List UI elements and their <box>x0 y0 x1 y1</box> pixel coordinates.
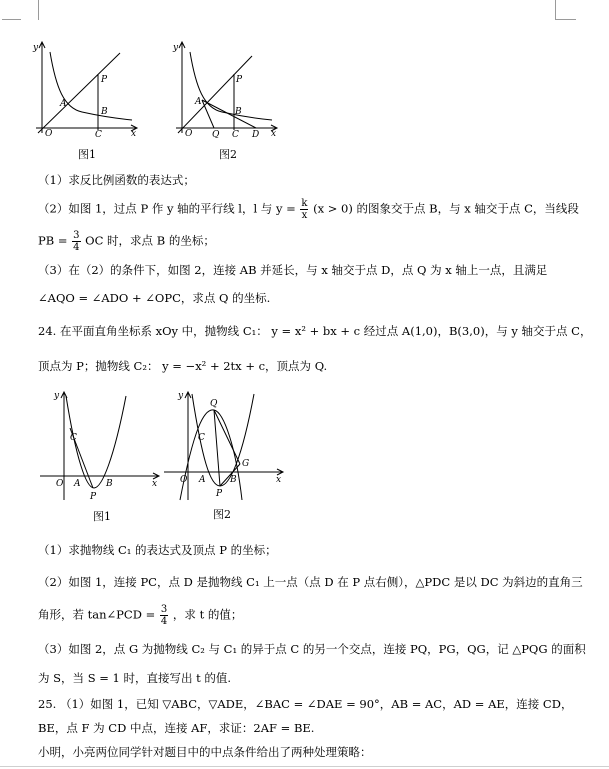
q24f1-label-a: A <box>74 479 81 489</box>
fig2-label-b: B <box>235 107 242 117</box>
fig1-label-p: P <box>101 75 108 85</box>
q23-part2-line1 <box>38 198 579 221</box>
figure-1-inverse-function <box>32 38 142 138</box>
q24f2-label-y: y <box>178 391 184 401</box>
fig2-label-d: D <box>252 130 260 138</box>
fig2-label-x: x <box>271 129 277 138</box>
q23-frac-num: k <box>301 198 308 209</box>
q24f1-label-b: B <box>106 479 113 489</box>
q24f1-label-y: y <box>54 391 60 401</box>
fig1-label-a: A <box>60 99 67 109</box>
q23-part2-text-b: (x > 0) 的图象交于点 B，与 x 轴交于点 C，当线段 <box>313 201 579 216</box>
q24-frac-den: 4 <box>160 616 168 627</box>
q23-part2-pb: PB = <box>38 233 68 248</box>
corner-mark-right <box>555 0 574 20</box>
q24f2-label-p: P <box>216 489 223 499</box>
q24-part1: （1）求抛物线 C₁ 的表达式及顶点 P 的坐标； <box>38 543 277 557</box>
q24-figure-2-caption: 图2 <box>213 508 231 521</box>
fig1-label-o: O <box>45 129 53 138</box>
fig2-label-p: P <box>236 75 243 85</box>
fig2-label-a: A <box>195 97 202 107</box>
q23-fraction-3-4 <box>72 230 80 253</box>
q24-find-t: ，求 t 的值； <box>172 607 243 622</box>
q24-part2-line2 <box>38 604 242 627</box>
fig1-label-b: B <box>101 107 108 117</box>
q24-figure-1-parabola <box>36 388 166 503</box>
corner-mark-right-h <box>556 19 576 21</box>
q23-part3-line1: （3）在（2）的条件下，如图 2，连接 AB 并延长，与 x 轴交于点 D，点 Q 为 x 轴上一点，且满足 <box>38 263 548 277</box>
q25-line1: 25. （1）如图 1，已知 ▽ABC，▽ADE，∠BAC = ∠DAE = 90°，AB = AC，AD = AE，连接 CD， <box>38 697 573 711</box>
q24f1-label-x: x <box>152 479 158 489</box>
q24f1-label-o: O <box>56 479 64 489</box>
fig1-label-y: y <box>33 43 39 53</box>
q23-part3-line2: ∠AQO = ∠ADO + ∠OPC，求点 Q 的坐标. <box>38 291 271 305</box>
q23-frac2-den: 4 <box>73 242 80 253</box>
q24-tan-text: 角形，若 tan∠PCD = <box>38 607 156 622</box>
fig1-label-c: C <box>95 130 102 138</box>
fig2-label-c: C <box>232 130 239 138</box>
figure-1-caption: 图1 <box>78 148 96 161</box>
q24f2-label-q: Q <box>210 399 218 409</box>
q24f1-label-p: P <box>90 492 97 502</box>
q23-frac2-num: 3 <box>73 230 80 241</box>
fig2-label-y: y <box>173 43 179 53</box>
q23-part2-text-a: （2）如图 1，过点 P 作 y 轴的平行线 l，l 与 y = <box>38 201 296 216</box>
q24f2-label-a: A <box>199 475 206 485</box>
fig1-label-x: x <box>131 129 137 138</box>
q24-intro-line1: 24. 在平面直角坐标系 xOy 中，抛物线 C₁： y = x² + bx + c 经过点 A(1,0)，B(3,0)，与 y 轴交于点 C， <box>38 324 592 338</box>
q24-part2-line1: （2）如图 1，连接 PC，点 D 是抛物线 C₁ 上一点（点 D 在 P 点右侧），△PDC 是以 DC 为斜边的直角三 <box>38 575 583 589</box>
q23-fraction-k-over-x <box>300 198 308 221</box>
q24f2-label-o: O <box>180 475 188 485</box>
q24-frac-num: 3 <box>160 604 168 615</box>
figure-2-caption: 图2 <box>219 148 237 161</box>
q24f2-label-g: G <box>242 459 250 469</box>
q24f2-label-x: x <box>276 475 282 485</box>
corner-mark-left <box>20 0 39 20</box>
q24-fraction-3-4 <box>160 604 168 627</box>
q23-frac-den: x <box>301 210 308 221</box>
q24-figure-1-caption: 图1 <box>93 510 111 523</box>
q25-line3: 小明，小亮两位同学针对题目中的中点条件给出了两种处理策略： <box>38 745 372 759</box>
q24-figure-2-parabola <box>160 388 290 503</box>
q25-line2: BE，点 F 为 CD 中点，连接 AF，求证：2AF = BE. <box>38 721 315 735</box>
corner-mark-left-h <box>2 19 21 21</box>
q24-intro-line2: 顶点为 P；抛物线 C₂： y = −x² + 2tx + c，顶点为 Q. <box>38 359 328 373</box>
fig2-label-q: Q <box>212 130 220 138</box>
q23-part2-oc: OC 时，求点 B 的坐标； <box>85 233 215 248</box>
page-bottom-rule <box>0 766 609 767</box>
q24f2-label-c: C <box>198 433 205 443</box>
q24-part3-line1: （3）如图 2，点 G 为抛物线 C₂ 与 C₁ 的异于点 C 的另一个交点，连接 PQ，PG，QG，记 △PQG 的面积 <box>38 642 586 656</box>
fig2-label-o: O <box>185 129 193 138</box>
q23-part2-line2 <box>38 230 215 253</box>
q23-part1: （1）求反比例函数的表达式； <box>38 173 195 187</box>
q24f1-label-c: C <box>70 433 77 443</box>
q24-part3-line2: 为 S，当 S = 1 时，直接写出 t 的值. <box>38 671 232 685</box>
q24f2-label-b: B <box>230 475 237 485</box>
figure-2-inverse-function <box>172 38 282 138</box>
